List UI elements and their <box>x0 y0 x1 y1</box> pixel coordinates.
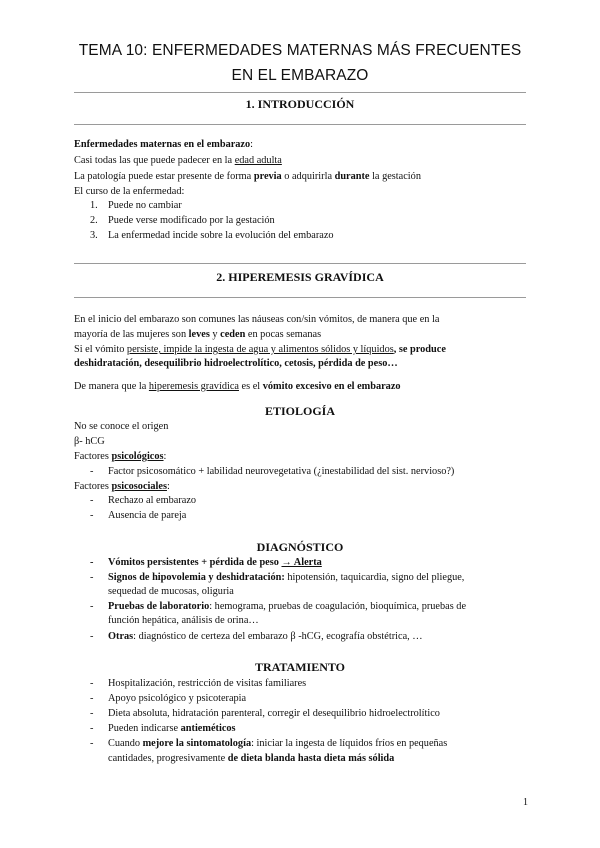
divider <box>74 92 526 93</box>
divider <box>74 263 526 264</box>
list-item-continued: sequedad de mucosas, oliguria <box>108 586 234 597</box>
list-item: 3. La enfermedad incide sobre la evolución del embarazo <box>90 230 334 241</box>
page-number: 1 <box>523 797 528 808</box>
page-title <box>74 38 526 88</box>
hiper-paragraph-2b: deshidratación, desequilibrio hidroelectrolítico, cetosis, pérdida de peso… <box>74 358 398 369</box>
etio-line-2: β- hCG <box>74 436 105 447</box>
intro-line-2: La patología puede estar presente de forma previa o adquirirla durante la gestación <box>74 171 421 182</box>
list-item: 2. Puede verse modificado por la gestación <box>90 215 275 226</box>
list-item: - Factor psicosomático + labilidad neurovegetativa (¿inestabilidad del sist. nervioso?) <box>90 466 455 477</box>
divider <box>74 297 526 298</box>
list-item: - Apoyo psicológico y psicoterapia <box>90 693 247 704</box>
title-line-1: TEMA 10: ENFERMEDADES MATERNAS MÁS FRECUENTES <box>78 42 522 59</box>
etio-line-1: No se conoce el origen <box>74 421 169 432</box>
divider <box>74 124 526 125</box>
list-item: - Hospitalización, restricción de visitas familiares <box>90 678 307 689</box>
intro-line-3: El curso de la enfermedad: <box>74 186 185 197</box>
intro-label: Enfermedades maternas en el embarazo: <box>74 139 254 150</box>
list-item: - Dieta absoluta, hidratación parenteral, corregir el desequilibrio hidroelectrolítico <box>90 708 440 719</box>
subheading-tratamiento: TRATAMIENTO <box>254 660 345 674</box>
list-item: - Pueden indicarse antieméticos <box>90 723 236 734</box>
section-heading-intro: 1. INTRODUCCIÓN <box>245 97 355 111</box>
section-heading-hiperemesis: 2. HIPEREMESIS GRAVÍDICA <box>216 270 384 284</box>
hiper-paragraph-1b: mayoría de las mujeres son leves y ceden en pocas semanas <box>74 329 322 340</box>
etio-line-5: Factores psicosociales: <box>74 481 170 492</box>
title-line-2: EN EL EMBARAZO <box>231 67 369 84</box>
hiper-paragraph-1a: En el inicio del embarazo son comunes las náuseas con/sin vómitos, de manera que en la <box>74 314 440 325</box>
list-item-continued: función hepática, análisis de orina… <box>108 615 259 626</box>
etio-line-3: Factores psicológicos: <box>74 451 167 462</box>
list-item: - Cuando mejore la sintomatología: iniciar la ingesta de líquidos fríos en pequeñas <box>90 738 448 749</box>
list-item: - Otras: diagnóstico de certeza del embarazo β -hCG, ecografía obstétrica, … <box>90 631 423 642</box>
subheading-diagnostico: DIAGNÓSTICO <box>256 540 344 554</box>
list-item: 1. Puede no cambiar <box>90 200 182 211</box>
intro-line-1: Casi todas las que puede padecer en la edad adulta <box>74 155 282 166</box>
list-item: - Signos de hipovolemia y deshidratación: hipotensión, taquicardia, signo del pliegue, <box>90 572 465 583</box>
list-item: - Rechazo al embarazo <box>90 495 197 506</box>
list-item: - Vómitos persistentes + pérdida de peso → Alerta <box>90 557 322 568</box>
hiper-paragraph-2a: Si el vómito persiste, impide la ingesta de agua y alimentos sólidos y líquidos, se produce <box>74 344 446 355</box>
list-item: - Pruebas de laboratorio: hemograma, pruebas de coagulación, bioquímica, pruebas de <box>90 601 467 612</box>
list-item-continued: cantidades, progresivamente de dieta blanda hasta dieta más sólida <box>108 753 395 764</box>
subheading-etiologia: ETIOLOGÍA <box>264 404 336 418</box>
list-item: - Ausencia de pareja <box>90 510 187 521</box>
hiper-paragraph-3: De manera que la hiperemesis gravídica es el vómito excesivo en el embarazo <box>74 381 401 392</box>
